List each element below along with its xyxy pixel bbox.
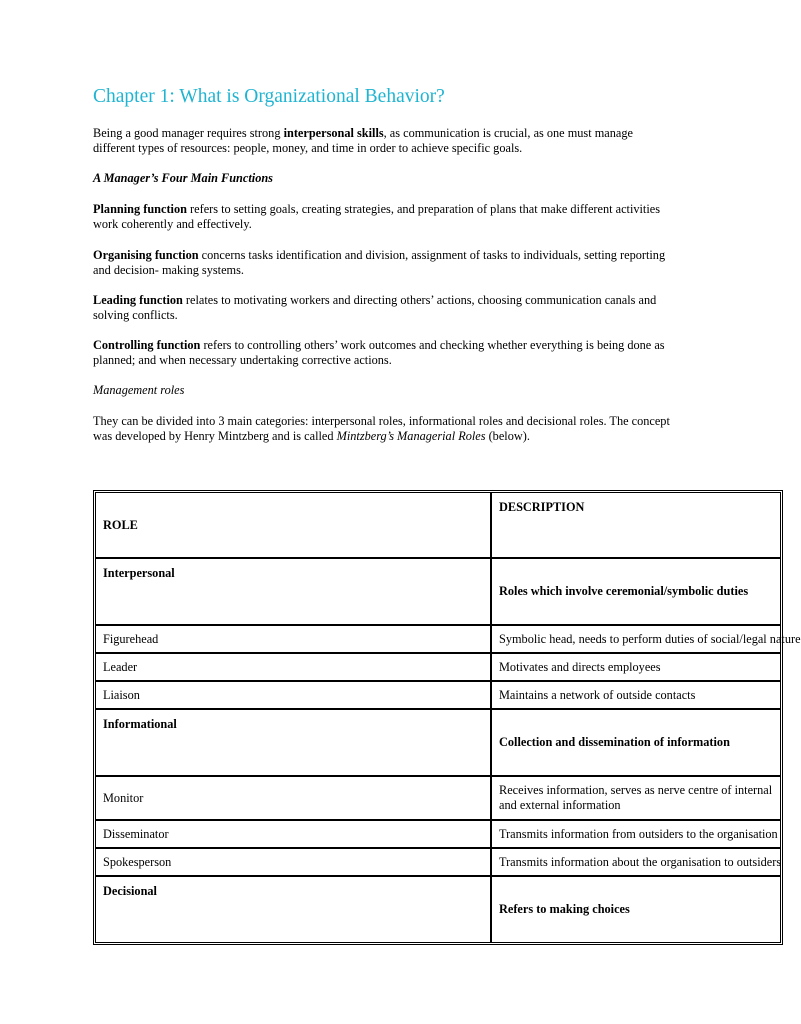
intro-text-start: Being a good manager requires strong (93, 126, 284, 140)
table-group-row (95, 876, 781, 943)
function-name: Organising function (93, 248, 199, 262)
roles-table-grid (95, 492, 801, 943)
function-name: Leading function (93, 293, 183, 307)
description-cell: Receives information, serves as nerve centre of internal and external information (491, 776, 781, 820)
description-cell: Transmits information from outsiders to the organisation (491, 820, 781, 848)
roles-italic-term: Mintzberg’s Managerial Roles (336, 429, 486, 443)
table-row (95, 820, 781, 848)
roles-text-end: (below). (485, 429, 530, 443)
roles-table (93, 490, 801, 945)
intro-bold-term: interpersonal skills (283, 126, 384, 140)
role-cell: Leader (95, 653, 491, 681)
function-text: relates to motivating workers and directing others’ actions, choosing communication canals and solving conflicts. (93, 293, 657, 322)
intro-text-end: , as communication is crucial, as one must manage different types of resources: people, money, and time in order to achieve specific goals. (93, 126, 633, 155)
table-group-row (95, 709, 781, 776)
description-cell: Transmits information about the organisation to outsiders (491, 848, 781, 876)
function-text: refers to controlling others’ work outcomes and checking whether everything is being done as planned; and when necessary undertaking corrective actions. (93, 338, 665, 367)
table-row (95, 776, 781, 820)
header-description: DESCRIPTION (491, 492, 781, 558)
group-description: Refers to making choices (491, 876, 781, 943)
function-paragraph-controlling (93, 338, 673, 368)
function-paragraph-leading (93, 293, 673, 323)
chapter-title: Chapter 1: What is Organizational Behavior? (93, 86, 445, 107)
function-text: refers to setting goals, creating strategies, and preparation of plans that make different activities work coherently and effectively. (93, 202, 661, 231)
role-cell: Figurehead (95, 625, 491, 653)
header-role: ROLE (95, 492, 491, 558)
role-cell: Spokesperson (95, 848, 491, 876)
function-text: concerns tasks identification and division, assignment of tasks to individuals, setting reporting and decision- making systems. (93, 248, 666, 277)
table-header-row (95, 492, 781, 558)
description-cell: Maintains a network of outside contacts (491, 681, 781, 709)
roles-paragraph (93, 414, 673, 444)
table-row (95, 653, 781, 681)
table-row (95, 848, 781, 876)
function-paragraph-organising (93, 248, 673, 278)
function-name: Planning function (93, 202, 187, 216)
group-description: Roles which involve ceremonial/symbolic duties (491, 558, 781, 625)
role-cell: Liaison (95, 681, 491, 709)
roles-heading: Management roles (93, 383, 185, 397)
group-role: Decisional (95, 876, 491, 943)
group-role: Informational (95, 709, 491, 776)
group-description: Collection and dissemination of information (491, 709, 781, 776)
table-row (95, 681, 781, 709)
description-cell: Symbolic head, needs to perform duties of social/legal nature (491, 625, 781, 653)
intro-paragraph (93, 126, 673, 156)
function-paragraph-planning (93, 202, 673, 232)
role-cell: Disseminator (95, 820, 491, 848)
table-group-row (95, 558, 781, 625)
description-cell: Motivates and directs employees (491, 653, 781, 681)
group-role: Interpersonal (95, 558, 491, 625)
functions-heading: A Manager’s Four Main Functions (93, 171, 273, 185)
function-name: Controlling function (93, 338, 201, 352)
role-cell: Monitor (95, 776, 491, 820)
roles-text-start: They can be divided into 3 main categories: interpersonal roles, informational roles and decisional roles. The concept was developed by Henry Mintzberg and is called (93, 414, 670, 443)
table-row (95, 625, 781, 653)
